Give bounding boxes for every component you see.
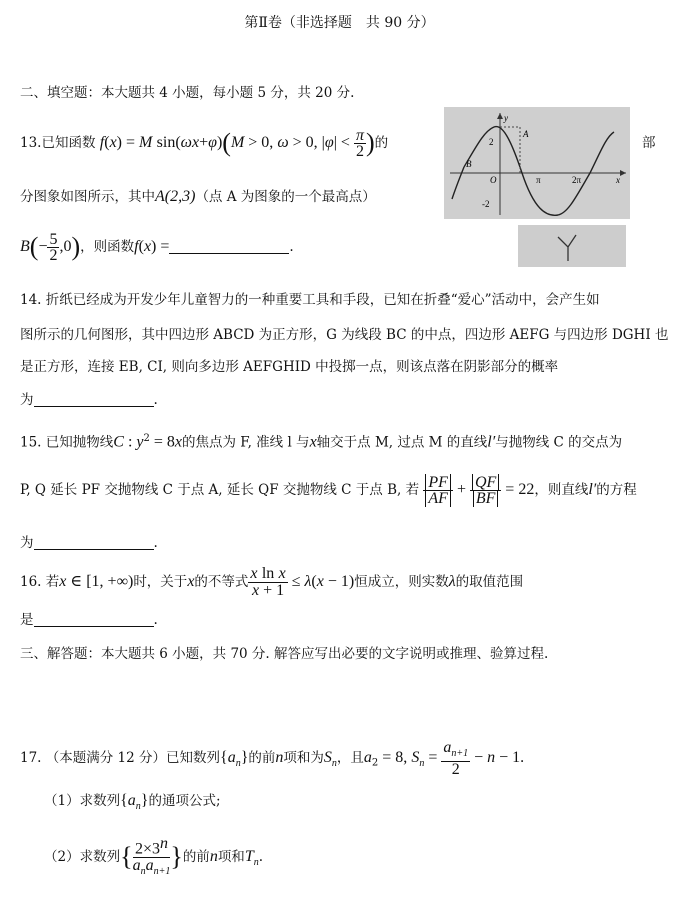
q13-side-text: 部 [642,135,656,151]
q15-line3: 为 . [20,535,158,551]
q14-line3: 是正方形，连接 EB, CI, 则向多边形 AEFGHID 中投掷一点，则该点落在阴影部分的概率 [20,359,559,375]
q13-line2: 分图象如图所示，其中A(2,3)（点 A 为图象的一个最高点） [20,188,376,205]
q17-line1: 17. （本题满分 12 分）已知数列$\{a_n\}$的前n项和为$S_n$，且$a_2 = 8$, $S_n$ = $\frac{a_{n+1}}{2}$ − n − 1. [20,738,525,779]
q13-line1: 13.已知函数 f(x) = M sin(ωx+φ)(M > 0, ω > 0, |φ| < $\frac{\pi}{2}$ )的 [20,127,389,160]
q14-line1: 14. 折纸已经成为开发少年儿童智力的一种重要工具和手段，已知在折叠“爱心”活动中，会产生如 [20,292,600,308]
q14-answer-blank[interactable] [34,392,154,407]
section-title: 第Ⅱ卷（非选择题 共 90 分） [244,15,435,31]
q15-line1: 15. 已知抛物线C : $y^2 = 8x$的焦点为 F, 准线 l 与x轴交于点 M, 过点 M 的直线l′与抛物线 C 的交点为 [20,433,623,451]
svg-text:-2: -2 [482,199,490,209]
q15-line2: P, Q 延长 PF 交抛物线 C 于点 A, 延长 QF 交抛物线 C 于点 B, 若 $\frac{PF}{AF}$ + $\frac{QF}{BF}$ = 22，则直线l′的方程 [20,474,637,507]
solution-heading: 三、解答题：本大题共 6 小题，共 70 分. 解答应写出必要的文字说明或推理、验算过程. [20,646,549,662]
svg-text:2: 2 [489,137,494,147]
svg-text:π: π [536,175,541,185]
q17-part2: （2）求数列{ $\frac{2\times 3^n}{a_na_{n+1}}$ }的前n项和$T_n$. [44,834,264,878]
sine-graph-figure [444,107,630,219]
q16-line2: 是 . [20,612,158,628]
q14-line2: 图所示的几何图形，其中四边形 ABCD 为正方形，G 为线段 BC 的中点，四边形 AEFG 与四边形 DGHI 也 [20,327,669,343]
fill-in-heading: 二、填空题：本大题共 4 小题，每小题 5 分，共 20 分. [20,85,355,101]
q13-line3: B(− $\frac{5}{2}$ ,0)，则函数f(x) = . [20,231,294,264]
svg-text:x: x [616,175,620,185]
q14-line4: 为 . [20,392,158,408]
svg-text:B: B [466,159,472,169]
q16-line1: 16. 若x ∈ [1, +∞)时，关于x的不等式 $\frac{\text{x ln x}}{x + 1}$ ≤ λ(x − 1)恒成立，则实数λ的取值范围 [20,565,524,599]
figure-fragment [518,225,626,267]
q16-answer-blank[interactable] [34,612,154,627]
svg-text:2π: 2π [572,175,582,185]
q15-answer-blank[interactable] [34,535,154,550]
q13-answer-blank[interactable] [169,239,289,254]
svg-text:O: O [490,175,497,185]
q17-part1: （1）求数列$\{a_n\}$的通项公式; [44,792,221,813]
graph-label-y: y [504,113,508,123]
svg-text:A: A [523,129,529,139]
